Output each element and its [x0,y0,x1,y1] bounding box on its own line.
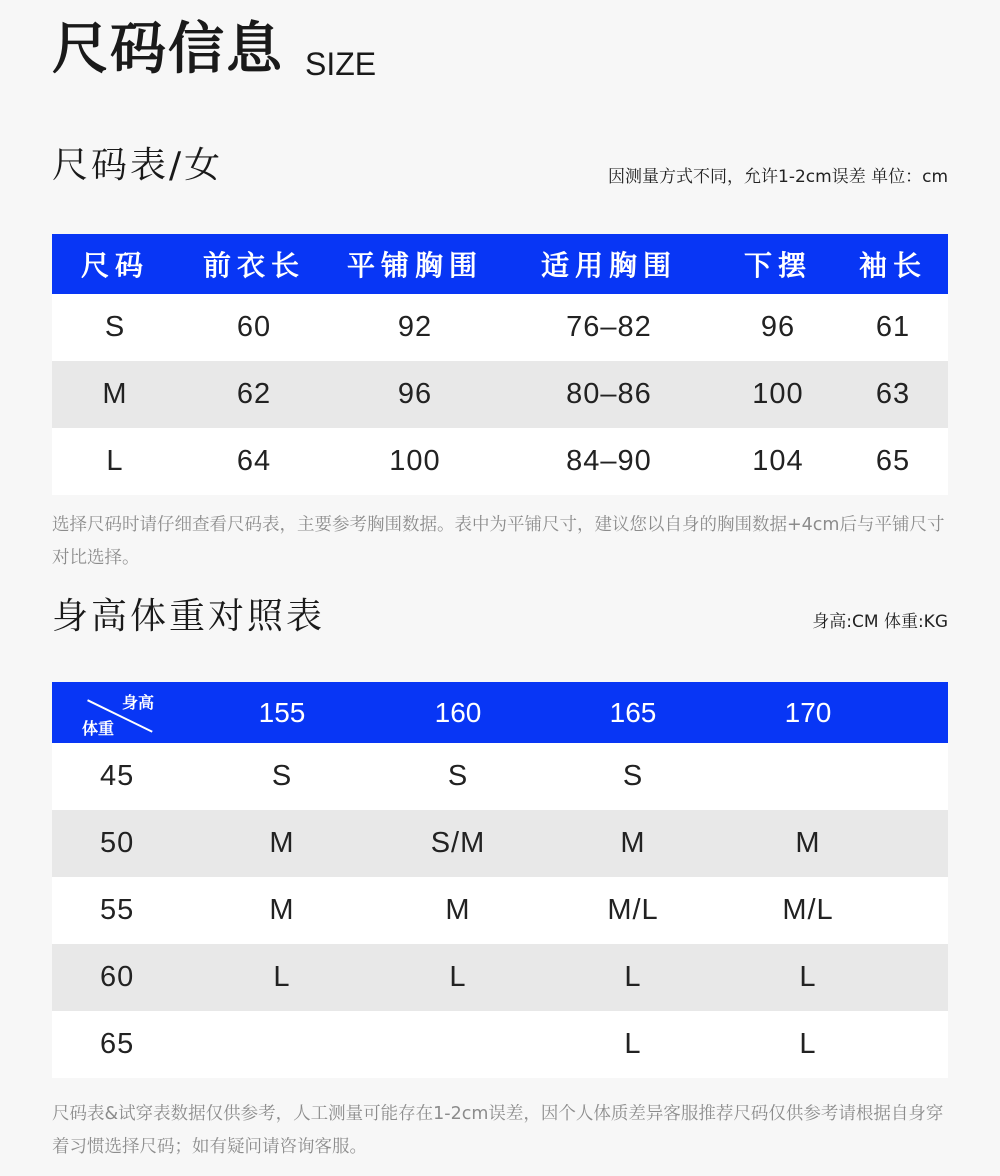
table-cell: 76–82 [566,311,652,343]
table-cell: L [799,961,817,993]
column-header: 170 [784,696,832,728]
table-row [52,294,948,361]
page-subtitle: SIZE [305,46,377,82]
size-chart-title: 尺码表/女 [52,145,224,186]
table-cell: M [269,894,295,926]
table-cell: M [445,894,471,926]
column-header: 尺码 [80,249,149,282]
table-cell: M [620,827,646,859]
column-spacer [894,682,948,743]
table-row [52,810,948,877]
table-row [52,743,948,810]
table-cell: 55 [100,894,135,926]
table-row [52,361,948,428]
size-table-header [52,234,948,294]
column-header: 前衣长 [202,249,305,282]
table-cell [894,1011,948,1078]
table-cell: S [104,311,126,343]
table-cell: 63 [875,378,911,410]
table-cell [894,743,948,810]
table-cell: L [106,445,124,477]
column-header: 平铺胸围 [346,249,483,282]
table-cell: 65 [875,445,911,477]
table-cell: L [273,961,291,993]
table-cell: 100 [389,445,441,477]
page-title: 尺码信息 [52,17,284,82]
table-cell: M/L [782,894,834,926]
table-cell: 64 [236,445,272,477]
table-cell: S/M [430,827,486,859]
table-cell [894,877,948,944]
size-chart-note: 因测量方式不同，允许1-2cm误差 单位：cm [608,167,948,187]
table-cell: 84–90 [566,445,652,477]
height-weight-table [52,682,948,1078]
table-cell: L [449,961,467,993]
table-row [52,1011,948,1078]
table-cell [722,743,894,810]
table-cell: 100 [752,378,804,410]
column-header: 袖长 [858,249,927,282]
table-row [52,877,948,944]
column-header: 适用胸围 [540,249,677,282]
table-row [52,428,948,495]
column-header: 160 [434,696,482,728]
corner-label-height: 身高 [122,695,155,712]
corner-label-weight: 体重 [82,721,115,738]
table-cell: 65 [100,1028,135,1060]
table-cell: S [271,760,293,792]
table-cell: M [102,378,128,410]
table-cell: 96 [397,378,433,410]
table-cell [192,1011,372,1078]
table-cell: 61 [875,311,911,343]
table-cell: M [269,827,295,859]
table-cell: 96 [760,311,796,343]
column-header: 155 [258,696,306,728]
table-cell [894,810,948,877]
table-cell [894,944,948,1011]
height-weight-title: 身高体重对照表 [52,596,326,637]
height-weight-footnote: 尺码表&试穿表数据仅供参考，人工测量可能存在1-2cm误差，因个人体质差异客服推荐尺码仅供参考请根据自身穿着习惯选择尺码；如有疑问请咨询客服。 [52,1104,944,1157]
table-cell: L [624,1028,642,1060]
table-cell: L [624,961,642,993]
size-table [52,234,948,495]
table-cell: S [447,760,469,792]
height-weight-note: 身高:CM 体重:KG [812,612,948,632]
corner-cell [52,682,192,743]
table-cell: 50 [100,827,135,859]
table-cell: 62 [236,378,272,410]
table-cell: L [799,1028,817,1060]
size-chart-footnote: 选择尺码时请仔细查看尺码表，主要参考胸围数据。表中为平铺尺寸，建议您以自身的胸围数据+4cm后与平铺尺寸对比选择。 [52,515,945,568]
column-header: 下摆 [743,249,812,282]
column-header: 165 [609,696,657,728]
table-cell: 80–86 [566,378,652,410]
table-cell: M/L [607,894,659,926]
table-cell: 60 [236,311,272,343]
height-weight-header [52,682,948,743]
table-cell: M [795,827,821,859]
table-cell: S [622,760,644,792]
table-cell: 60 [100,961,135,993]
table-cell: 92 [397,311,433,343]
table-cell: 104 [752,445,804,477]
table-cell [372,1011,544,1078]
table-row [52,944,948,1011]
table-cell: 45 [100,760,135,792]
